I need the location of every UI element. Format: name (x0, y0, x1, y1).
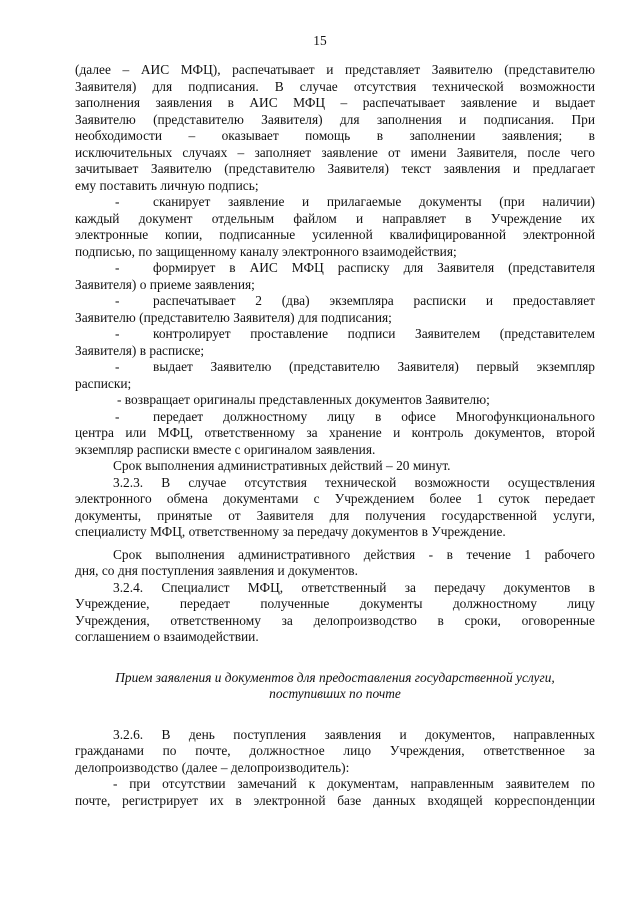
text-line: Заявителя) о приеме заявления; (75, 276, 255, 292)
text-line: Срок выполнения административных действий – 20 минут. (113, 458, 451, 473)
text-line: Учреждения, ответственному за делопроизводство в сроки, оговоренные (75, 612, 595, 628)
text-line: соглашением о взаимодействии. (75, 629, 259, 644)
section-heading: Прием заявления и документов для предоставления государственной услуги, (115, 669, 555, 685)
text-line: сканирует заявление и прилагаемые документы (при наличии) (153, 194, 595, 209)
bullet-marker: - (115, 408, 120, 424)
list-item (75, 293, 595, 310)
text-line: расписки; (75, 375, 132, 391)
text-line: экземпляр расписки вместе с оригиналом заявления. (75, 441, 376, 457)
text-line: Заявителю (представителю Заявителя) для подписания; (75, 309, 392, 325)
text-line: Учреждение, передает полученные документы должностному лицу (75, 596, 595, 611)
page-number: 15 (313, 33, 327, 48)
text-line: специалисту МФЦ, ответственному за передачу документов в Учреждение. (75, 524, 506, 539)
text-line: делопроизводство (далее – делопроизводитель): (75, 759, 350, 775)
text-line: - при отсутствии замечаний к документам, направленным заявителем по (113, 776, 595, 791)
text-line: гражданами по почте, должностное лицо Учреждения, ответственное за (75, 743, 595, 758)
text-line: выдает Заявителю (представителю Заявителя) первый экземпляр (153, 359, 595, 374)
bullet-marker: - (115, 194, 120, 209)
text-line: исключительных случаях – заполняет заявление от имени Заявителя, после чего (75, 144, 595, 160)
bullet-marker: - (115, 359, 120, 374)
bullet-marker: - (115, 326, 120, 341)
text-line: передает должностному лицу в офисе Многофункционального (153, 408, 595, 424)
text-line: распечатывает 2 (два) экземпляра расписки и предоставляет (153, 293, 595, 308)
text-line: зачитывает Заявителю (представителю Заявителя) текст заявления и предлагает (75, 161, 595, 176)
bullet-marker: - (115, 260, 120, 275)
text-line: 3.2.6. В день поступления заявления и документов, направленных (113, 726, 595, 742)
text-line: (далее – АИС МФЦ), распечатывает и представляет Заявителю (представителю (75, 62, 595, 77)
text-line: контролирует проставление подписи Заявителем (представителем (153, 326, 595, 341)
section-heading: поступивших по почте (269, 686, 401, 701)
text-line: центра или МФЦ, ответственному за хранение и контроль документов, второй (75, 425, 595, 440)
text-line: дня, со дня поступления заявления и документов. (75, 563, 358, 578)
text-line: необходимости – оказывает помощь в заполнении заявления; в (75, 128, 595, 143)
list-item (75, 260, 595, 277)
text-line: 3.2.3. В случае отсутствия технической возможности осуществления (113, 474, 595, 490)
list-item (75, 194, 595, 211)
text-line: Заявителю (представителю Заявителя) для заполнения и подписания. При (75, 111, 595, 127)
text-line: документы, принятые от Заявителя для получения государственной услуги, (75, 507, 595, 523)
text-line: электронные копии, подписанные усиленной квалифицированной электронной (75, 227, 595, 242)
text-line: заполнения заявления в АИС МФЦ – распечатывает заявление и выдает (75, 95, 595, 110)
text-line: Заявителя) в расписке; (75, 342, 205, 358)
text-line: каждый документ отдельным файлом и направляет в Учреждение их (75, 210, 595, 226)
text-line: подписью, по защищенному каналу электронного взаимодействия; (75, 243, 457, 259)
document-body (75, 62, 595, 809)
text-line: Заявителя) для подписания. В случае отсутствия технической возможности (75, 78, 595, 94)
text-line: почте, регистрирует их в электронной базе данных входящей корреспонденции (75, 792, 595, 808)
list-item (75, 409, 595, 426)
text-line: формирует в АИС МФЦ расписку для Заявителя (представителя (153, 260, 595, 275)
text-line: Срок выполнения административного действия - в течение 1 рабочего (113, 546, 595, 562)
text-line: электронного обмена документами с Учреждением более 1 суток передает (75, 491, 595, 506)
text-line: 3.2.4. Специалист МФЦ, ответственный за передачу документов в (113, 579, 595, 595)
text-line: ему поставить личную подпись; (75, 177, 259, 193)
bullet-marker: - (115, 293, 120, 308)
list-item (75, 326, 595, 343)
list-item: - возвращает оригиналы представленных документов Заявителю; (117, 392, 490, 407)
list-item (75, 359, 595, 376)
